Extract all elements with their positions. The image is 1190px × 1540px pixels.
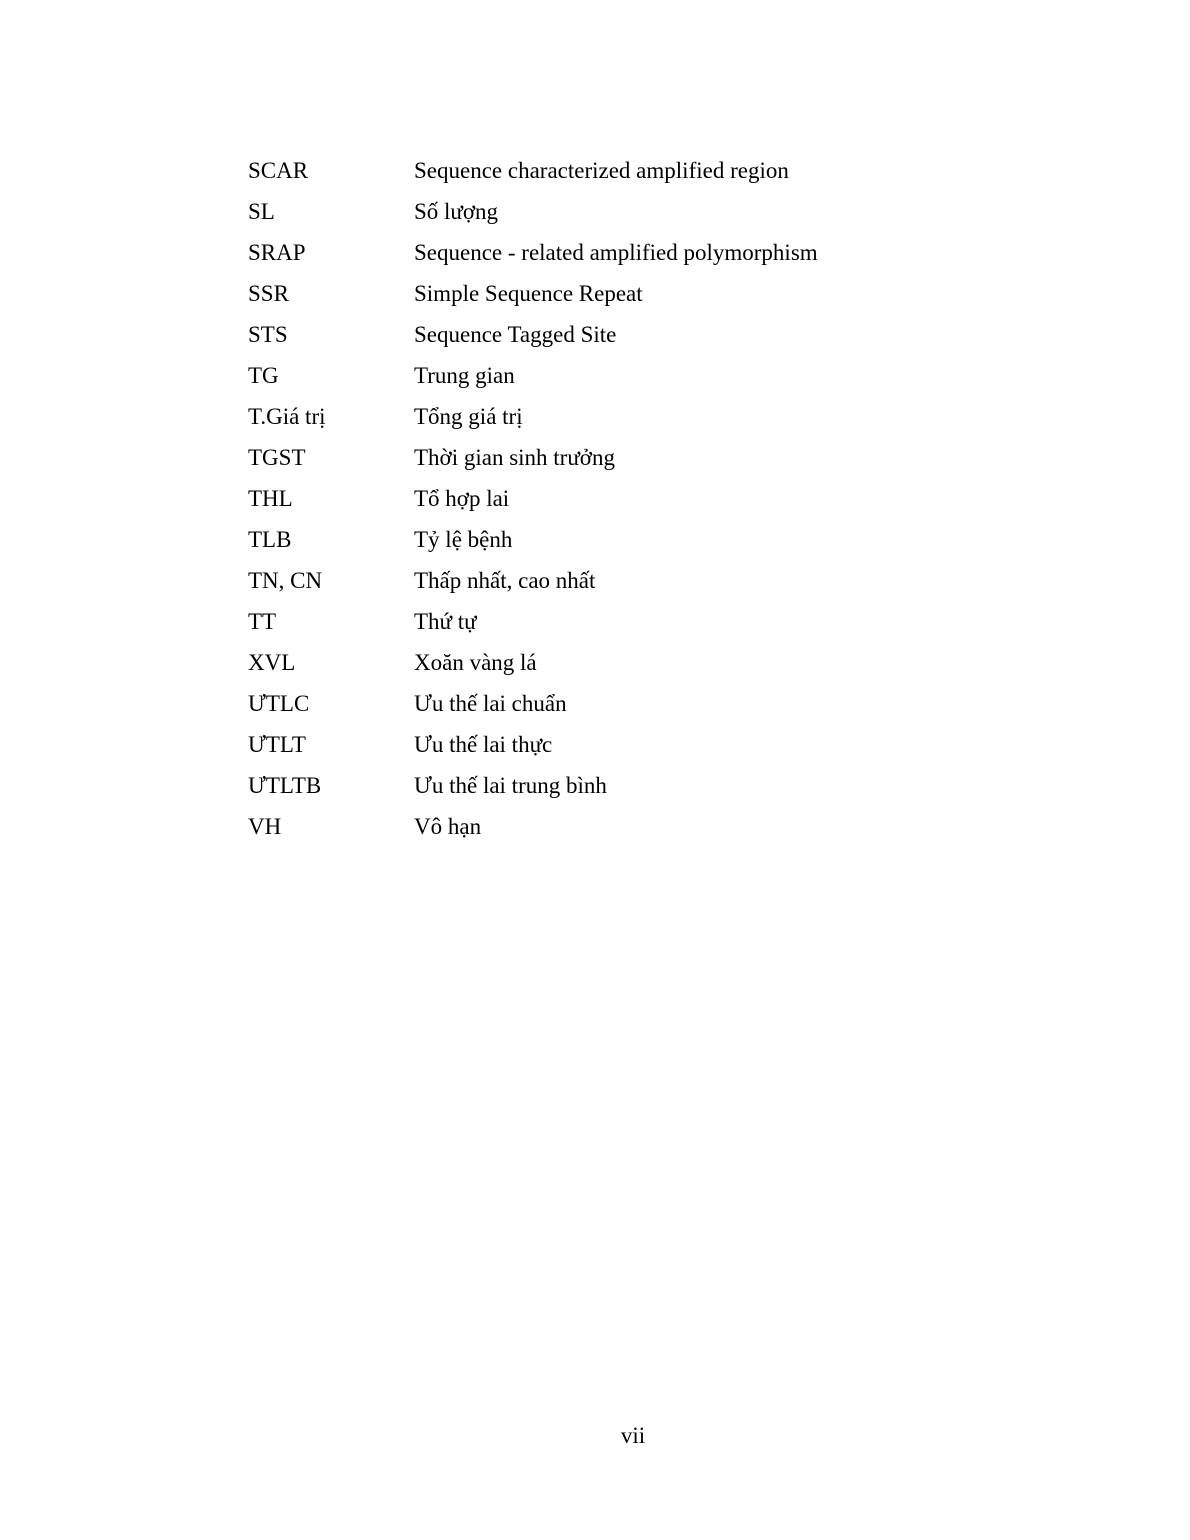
- abbreviation-definition: Trung gian: [414, 363, 515, 388]
- abbreviation-term: VH: [248, 814, 282, 839]
- abbreviation-row: [248, 191, 1048, 232]
- abbreviation-term: SRAP: [248, 240, 306, 265]
- abbreviation-term: ƯTLT: [248, 732, 306, 757]
- abbreviation-row: [248, 437, 1048, 478]
- abbreviation-definition: Tổ hợp lai: [414, 486, 510, 511]
- abbreviation-definition: Sequence characterized amplified region: [414, 158, 789, 183]
- abbreviation-term: TT: [248, 609, 277, 634]
- abbreviation-term: T.Giá trị: [248, 404, 326, 429]
- abbreviation-definition: Ưu thế lai trung bình: [414, 773, 607, 798]
- abbreviation-definition: Ưu thế lai chuẩn: [414, 691, 567, 716]
- abbreviation-term: TLB: [248, 527, 292, 552]
- abbreviation-definition: Sequence Tagged Site: [414, 322, 617, 347]
- abbreviation-row: [248, 765, 1048, 806]
- abbreviation-definition: Thời gian sinh trưởng: [414, 445, 615, 470]
- abbreviation-term: ƯTLTB: [248, 773, 322, 798]
- abbreviation-definition: Vô hạn: [414, 814, 482, 839]
- abbreviation-term: XVL: [248, 650, 296, 675]
- abbreviation-definition: Số lượng: [414, 199, 499, 224]
- page-number: vii: [620, 1423, 646, 1448]
- abbreviation-row: [248, 232, 1048, 273]
- abbreviation-term: SCAR: [248, 158, 309, 183]
- abbreviation-term: SSR: [248, 281, 289, 306]
- abbreviation-definition: Tổng giá trị: [414, 404, 523, 429]
- abbreviation-definition: Simple Sequence Repeat: [414, 281, 643, 306]
- abbreviation-row: [248, 806, 1048, 847]
- abbreviation-row: [248, 724, 1048, 765]
- abbreviation-term: TG: [248, 363, 279, 388]
- abbreviation-row: [248, 150, 1048, 191]
- abbreviation-term: STS: [248, 322, 288, 347]
- abbreviation-definition: Thứ tự: [414, 609, 477, 634]
- abbreviation-definition: Sequence - related amplified polymorphism: [414, 240, 818, 265]
- abbreviation-list: [248, 150, 1048, 847]
- abbreviation-row: [248, 314, 1048, 355]
- abbreviation-definition: Xoăn vàng lá: [414, 650, 537, 675]
- abbreviation-definition: Thấp nhất, cao nhất: [414, 568, 596, 593]
- abbreviation-row: [248, 478, 1048, 519]
- abbreviation-row: [248, 560, 1048, 601]
- abbreviation-row: [248, 355, 1048, 396]
- abbreviation-term: TN, CN: [248, 568, 323, 593]
- abbreviation-term: TGST: [248, 445, 306, 470]
- abbreviation-term: ƯTLC: [248, 691, 310, 716]
- abbreviation-row: [248, 601, 1048, 642]
- abbreviation-term: THL: [248, 486, 293, 511]
- abbreviation-row: [248, 642, 1048, 683]
- abbreviation-definition: Ưu thế lai thực: [414, 732, 553, 757]
- abbreviation-row: [248, 396, 1048, 437]
- abbreviation-row: [248, 683, 1048, 724]
- abbreviation-row: [248, 519, 1048, 560]
- abbreviation-definition: Tỷ lệ bệnh: [414, 527, 513, 552]
- abbreviation-term: SL: [248, 199, 275, 224]
- abbreviation-row: [248, 273, 1048, 314]
